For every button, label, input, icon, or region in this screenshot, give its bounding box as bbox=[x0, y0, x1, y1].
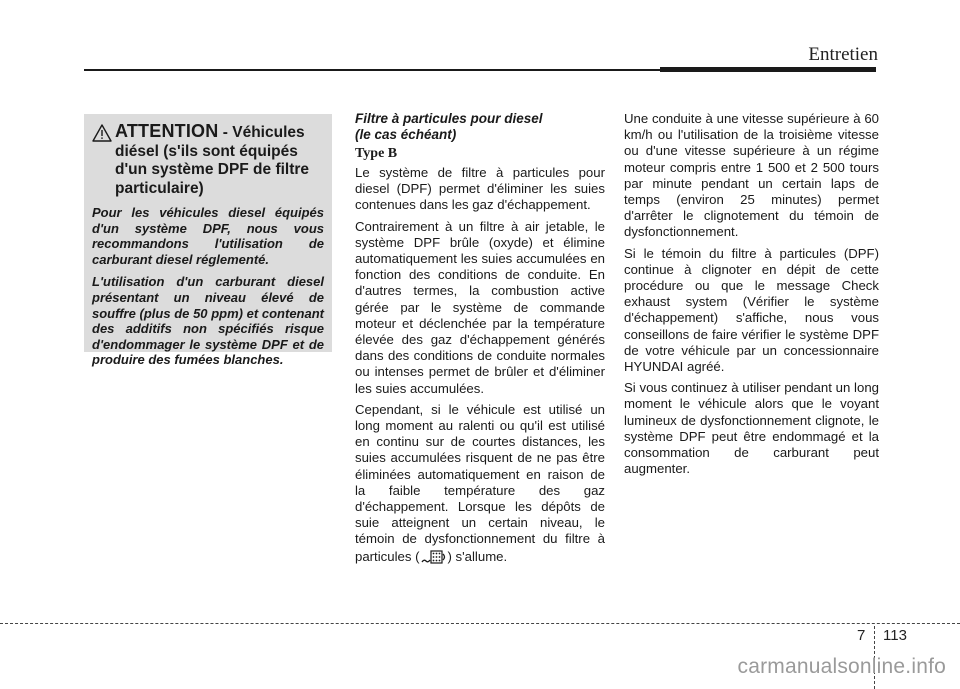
attention-word: ATTENTION bbox=[115, 121, 219, 141]
attention-heading-text bbox=[115, 122, 324, 198]
body-paragraph: Le système de filtre à particules pour diesel (DPF) permet d'éliminer les suies contenues dans les gaz d'échappement. bbox=[355, 165, 605, 213]
subsection-title-line2: (le cas échéant) bbox=[355, 126, 457, 142]
chapter-number: 7 bbox=[857, 627, 866, 644]
middle-column bbox=[355, 111, 605, 571]
subsection-title-line1: Filtre à particules pour diesel bbox=[355, 111, 543, 126]
footer-dashed-rule bbox=[0, 623, 960, 624]
warning-triangle-icon bbox=[92, 124, 112, 142]
body-paragraph: Si le témoin du filtre à particules (DPF) continue à clignoter en dépit de cette procédure ou que le message Check exhaust system (Vérifier le système d'échappement) s'affiche, nous vous conseillons de faire vérifier le système DPF de votre véhicule par un concessionnaire HYUNDAI agréé. bbox=[624, 245, 879, 375]
attention-heading bbox=[92, 122, 324, 198]
watermark: carmanualsonline.info bbox=[737, 655, 946, 678]
page-number: 113 bbox=[883, 627, 907, 644]
body-paragraph: Si vous continuez à utiliser pendant un long moment le véhicule alors que le voyant lumineux de dysfonctionnement clignote, le système DPF peut être endommagé et la consommation de carburant peut augmenter. bbox=[624, 380, 879, 477]
dpf-warning-icon bbox=[420, 548, 448, 566]
section-title: Entretien bbox=[808, 44, 878, 65]
right-column bbox=[624, 111, 879, 482]
body-paragraph-with-icon bbox=[355, 402, 605, 566]
body-paragraph: Contrairement à un filtre à air jetable, le système DPF brûle (oxyde) et élimine automatiquement les suies accumulées en fonction des conditions de conduite. En d'autres termes, la combustion active gérée par le système de commande moteur et déclenchée par la température élevée des gaz d'échappement générés dans des conditions de conduite normales ou intenses permet de brûler et d'éliminer les suies accumulées. bbox=[355, 218, 605, 396]
attention-paragraph: Pour les véhicules diesel équipés d'un système DPF, nous vous recommandons l'utilisation de carburant diesel réglementé. bbox=[92, 205, 324, 267]
header-rule-accent bbox=[660, 67, 876, 72]
type-label: Type B bbox=[355, 146, 398, 161]
attention-box bbox=[84, 114, 332, 368]
attention-paragraph: L'utilisation d'un carburant diesel présentant un niveau élevé de souffre (plus de 50 ppm) et contenant des additifs non spécifiés risque d'endommager le système DPF et de produire des fumées blanches. bbox=[92, 274, 324, 368]
body-text-before-icon: Cependant, si le véhicule est utilisé un long moment au ralenti ou qu'il est utilisé en continu sur de courtes distances, les suies accumulées risquent de ne pas être éliminées automatiquement en raison de la faible température des gaz d'échappement. Lorsque les dépôts de suie atteignent un certain niveau, le témoin de dysfonctionnement du filtre à particules ( bbox=[355, 401, 605, 564]
body-paragraph: Une conduite à une vitesse supérieure à 60 km/h ou l'utilisation de la troisième vitesse ou d'une vitesse supérieure à un régime moteur compris entre 1 500 et 2 500 tours par minute pendant un certain laps de temps (environ 25 minutes) permet d'arrêter le clignotement du témoin de dysfonctionnement. bbox=[624, 111, 879, 240]
attention-subject: - Véhicules diésel (s'ils sont équipés d'un système DPF de filtre particulaire) bbox=[115, 124, 310, 197]
body-text-after-icon: ) s'allume. bbox=[447, 548, 508, 564]
subsection-title bbox=[355, 111, 605, 142]
